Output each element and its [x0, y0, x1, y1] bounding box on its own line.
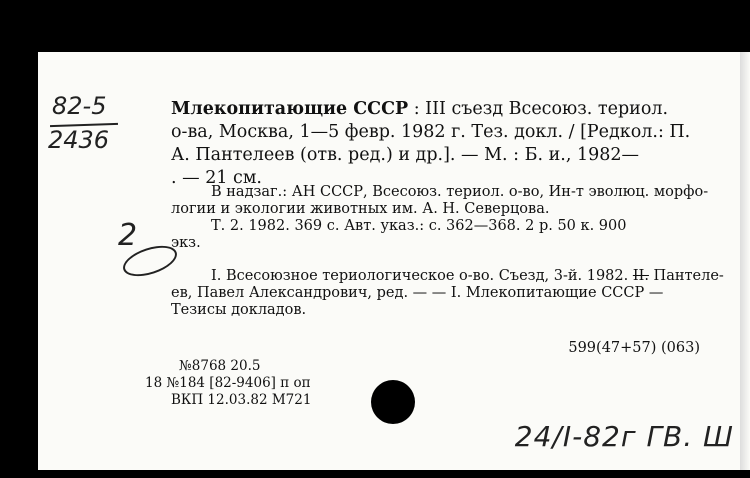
tracing-line-3: Тезисы докладов.	[171, 302, 307, 318]
tracings-block	[171, 268, 724, 319]
tracing-line-2: ев, Павел Александрович, ред. — — I. Млекопитающие СССР —	[171, 285, 664, 301]
main-entry	[171, 98, 711, 190]
notes-block	[171, 184, 708, 252]
handwritten-note: 24/I-82г ГВ. Ш	[514, 420, 734, 453]
main-entry-line-1	[171, 98, 711, 121]
tracing-line-1	[171, 268, 724, 285]
main-line-1-rest: : III съезд Всесоюз. териол.	[408, 99, 669, 119]
note-line-4: экз.	[171, 235, 201, 251]
accession-line-1: №8768 20.5	[179, 358, 261, 374]
punch-hole	[371, 380, 415, 424]
main-entry-line-4: . — 21 см.	[171, 168, 262, 188]
tracing-line-1-rest: Пантеле-	[648, 268, 724, 284]
title: Млекопитающие СССР	[171, 99, 409, 119]
card-edge	[740, 52, 750, 470]
note-line-3: Т. 2. 1982. 369 с. Авт. указ.: с. 362—368. 2 р. 50 к. 900	[211, 218, 627, 234]
tracing-prefix: I. Всесоюзное териологическое о-во. Съезд, 3-й. 1982.	[211, 268, 629, 284]
shelf-mark-top: 82-5	[52, 92, 107, 120]
note-line-2: логии и экологии животных им. А. Н. Северцова.	[171, 201, 550, 217]
shelf-mark-bottom: 2436	[48, 126, 110, 154]
main-entry-line-3: А. Пантелеев (отв. ред.) и др.]. — М. : Б. и., 1982—	[171, 145, 639, 165]
note-line-1: В надзаг.: АН СССР, Всесоюз. териол. о-во, Ин-т эволюц. морфо-	[211, 184, 709, 200]
tracing-struck: II.	[632, 268, 649, 284]
catalog-card	[38, 52, 750, 470]
accession-block	[145, 358, 311, 409]
main-entry-line-2: о-ва, Москва, 1—5 февр. 1982 г. Тез. докл. / [Редкол.: П.	[171, 122, 691, 142]
classification-number: 599(47+57) (063)	[568, 340, 700, 356]
accession-line-2: 18 №184 [82-9406] п оп	[145, 375, 311, 391]
copies-handwritten: 2	[118, 218, 138, 253]
accession-line-3: ВКП 12.03.82 М721	[171, 392, 312, 408]
